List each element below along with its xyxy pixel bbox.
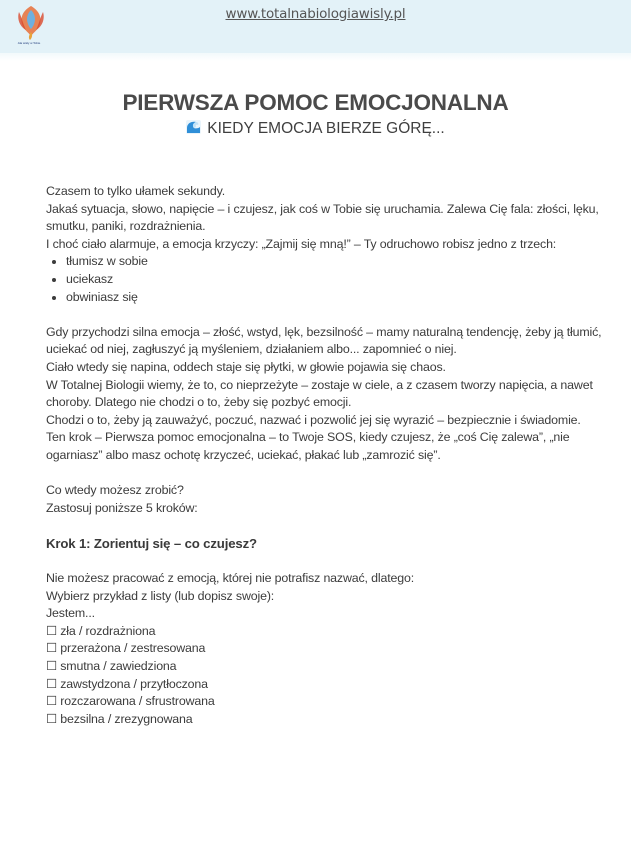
emotion-option-label: zła / rozdrażniona: [60, 623, 156, 638]
intro-line: I choć ciało alarmuje, a emocja krzyczy: „Zajmij się mną!” – Ty odruchowo robisz jedno z trzech:: [46, 236, 557, 251]
body-line: W Totalnej Biologii wiemy, że to, co nieprzeżyte – zostaje w ciele, a z czasem tworzy napięcia, a nawet choroby. Dlatego nie chodzi o to, żeby się pozbyć emocji.: [46, 377, 593, 410]
question-line: Co wtedy możesz zrobić?: [46, 483, 184, 498]
checkbox-icon[interactable]: ☐: [46, 659, 57, 674]
reaction-list-item: • obwiniasz się: [66, 289, 606, 307]
emotion-option[interactable]: [46, 693, 606, 711]
intro-line: Czasem to tylko ułamek sekundy.: [46, 184, 225, 198]
emotion-option[interactable]: [46, 658, 606, 676]
step-1-line: Nie możesz pracować z emocją, której nie potrafisz nazwać, dlatego:: [46, 571, 415, 586]
header-divider: [0, 53, 631, 61]
checkbox-icon[interactable]: ☐: [46, 676, 57, 691]
question-line: Zastosuj poniższe 5 kroków:: [46, 500, 198, 515]
reaction-list-item: • uciekasz: [66, 271, 606, 289]
checkbox-icon[interactable]: ☐: [46, 711, 57, 726]
intro-line: Jakaś sytuacja, słowo, napięcie – i czujesz, jak coś w Tobie się uruchamia. Zalewa Cię fala: złości, lęku, smutku, paniki, rozdrażnienia.: [46, 201, 599, 234]
body-line: Ten krok – Pierwsza pomoc emocjonalna – to Twoje SOS, kiedy czujesz, że „coś Cię zalewa”, „nie ogarniasz” albo masz ochotę krzyczeć, uciekać, płakać lub „zamrozić się”.: [46, 430, 570, 462]
emotion-option-label: smutna / zawiedziona: [60, 659, 177, 674]
emotion-checklist: [46, 623, 606, 729]
emotion-option[interactable]: [46, 640, 606, 658]
emotion-option[interactable]: [46, 676, 606, 694]
logo-caption: Ala wisły w Tobie: [17, 41, 41, 45]
body-line: Ciało wtedy się napina, oddech staje się płytki, w głowie pojawia się chaos.: [46, 359, 446, 374]
checkbox-icon[interactable]: ☐: [46, 623, 57, 638]
body-line: Gdy przychodzi silna emocja – złość, wstyd, lęk, bezsilność – mamy naturalną tendencję, żeby ją tłumić, uciekać od niej, zagłuszyć ją myśleniem, działaniem albo... zapomnieć o niej.: [46, 324, 602, 357]
emotion-option-label: przerażona / zestresowana: [60, 641, 206, 656]
page-subtitle: [0, 120, 631, 138]
spacer: [46, 465, 606, 483]
emotion-option-label: zawstydzona / przytłoczona: [60, 676, 208, 691]
step-1-line: Wybierz przykład z listy (lub dopisz swoje):: [46, 588, 275, 603]
emotion-option[interactable]: [46, 711, 606, 729]
emotion-option[interactable]: [46, 623, 606, 641]
step-1-line: Jestem...: [46, 606, 95, 621]
checkbox-icon[interactable]: ☐: [46, 641, 57, 656]
subtitle-text: KIEDY EMOCJA BIERZE GÓRĘ...: [207, 120, 445, 137]
spacer: [46, 552, 606, 570]
step-1-heading: Krok 1: Zorientuj się – co czujesz?: [46, 535, 257, 551]
document-content: [46, 183, 606, 728]
page-title: PIERWSZA POMOC EMOCJONALNA: [122, 90, 509, 115]
checkbox-icon[interactable]: ☐: [46, 694, 57, 709]
emotion-option-label: bezsilna / zrezygnowana: [60, 711, 193, 726]
body-line: Chodzi o to, żeby ją zauważyć, poczuć, nazwać i pozwolić jej się wyrazić – bezpiecznie i świadomie.: [46, 412, 581, 427]
water-wave-icon: [186, 120, 201, 134]
site-url-wrapper: [0, 6, 631, 22]
spacer: [46, 306, 606, 324]
spacer: [46, 517, 606, 535]
page-header: [0, 0, 631, 53]
reaction-list: [46, 253, 606, 306]
site-url-link[interactable]: www.totalnabiologiawisly.pl: [225, 6, 406, 22]
emotion-option-label: rozczarowana / sfrustrowana: [60, 694, 215, 709]
reaction-list-item: • tłumisz w sobie: [66, 253, 606, 271]
